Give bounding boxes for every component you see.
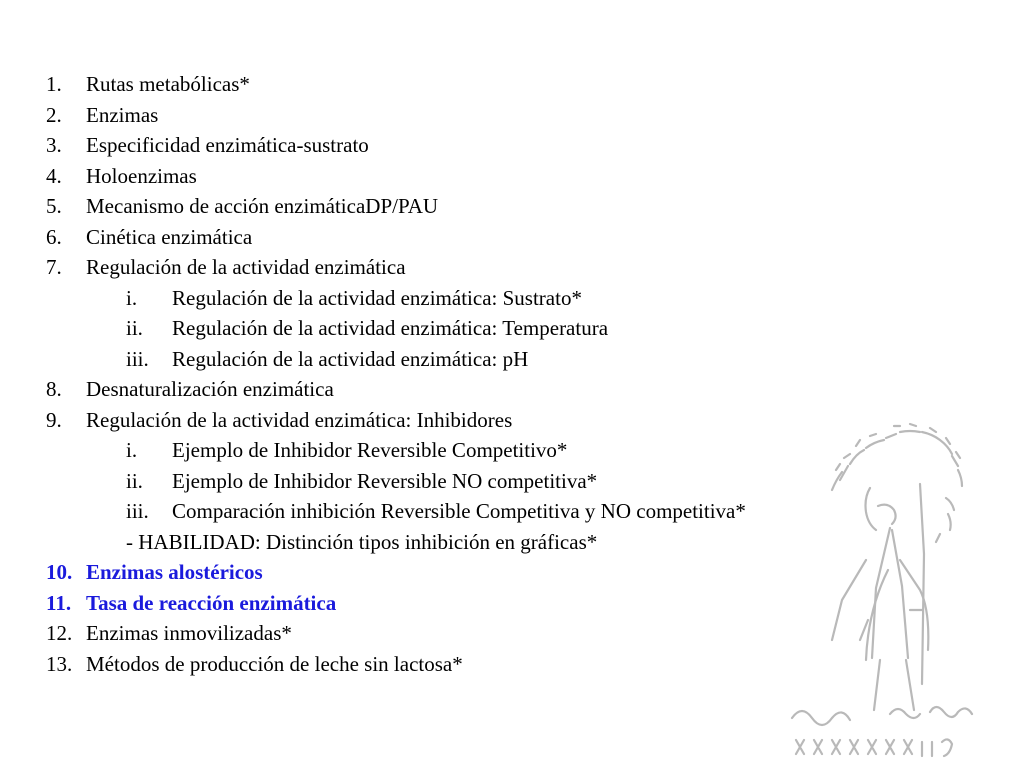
list-item-highlighted	[46, 557, 946, 588]
item-text: Enzimas alostéricos	[86, 560, 263, 584]
list-item	[46, 618, 946, 649]
item-text: Regulación de la actividad enzimática: Temperatura	[172, 316, 609, 340]
list-item	[46, 405, 946, 436]
item-number: i.	[126, 285, 138, 310]
item-number: 2.	[46, 102, 62, 127]
list-item	[46, 69, 946, 100]
list-item	[46, 100, 946, 131]
sub-list-item	[46, 496, 946, 527]
item-text: Holoenzimas	[86, 163, 197, 188]
list-item	[46, 649, 946, 680]
item-text: Enzimas inmovilizadas*	[86, 621, 292, 645]
item-number: i.	[126, 438, 138, 462]
list-item	[46, 374, 946, 405]
item-number: 4.	[46, 163, 62, 188]
item-number: 10.	[46, 560, 73, 584]
item-number: iii.	[126, 499, 149, 523]
item-text: Comparación inhibición Reversible Competitiva y NO competitiva*	[172, 499, 746, 523]
item-number: 9.	[46, 407, 62, 432]
item-number: iii.	[126, 346, 149, 371]
skill-note	[46, 527, 946, 558]
item-number: 5.	[46, 194, 62, 218]
sub-list-item	[46, 435, 946, 466]
list-item	[46, 191, 946, 222]
item-number: 1.	[46, 72, 62, 96]
item-text: Tasa de reacción enzimática	[86, 590, 337, 615]
item-text: Cinética enzimática	[86, 224, 253, 249]
item-text: Ejemplo de Inhibidor Reversible NO competitiva*	[172, 468, 598, 493]
item-text: - HABILIDAD: Distinción tipos inhibición en gráficas*	[126, 529, 598, 554]
item-number: 7.	[46, 255, 62, 279]
sub-list-item	[46, 344, 946, 375]
sub-list-item	[46, 313, 946, 344]
item-number: ii.	[126, 316, 143, 340]
item-number: 11.	[46, 590, 72, 615]
list-item-highlighted	[46, 588, 946, 619]
item-text: Regulación de la actividad enzimática: Inhibidores	[86, 407, 513, 432]
item-text: Regulación de la actividad enzimática: pH	[172, 346, 529, 371]
item-text: Enzimas	[86, 102, 159, 127]
item-number: 12.	[46, 621, 73, 645]
item-text: Rutas metabólicas*	[86, 72, 250, 96]
list-item	[46, 161, 946, 192]
item-text: Regulación de la actividad enzimática	[86, 255, 406, 279]
item-number: 6.	[46, 224, 62, 249]
item-text: Desnaturalización enzimática	[86, 377, 334, 401]
item-text: Regulación de la actividad enzimática: Sustrato*	[172, 285, 582, 310]
item-number: 13.	[46, 651, 73, 676]
list-item	[46, 252, 946, 283]
item-text: Ejemplo de Inhibidor Reversible Competitivo*	[172, 438, 568, 462]
item-number: 3.	[46, 133, 62, 157]
list-item	[46, 130, 946, 161]
topic-list	[46, 69, 946, 679]
item-text: Mecanismo de acción enzimáticaDP/PAU	[86, 194, 439, 218]
item-number: ii.	[126, 468, 143, 493]
sub-list-item	[46, 466, 946, 497]
list-item	[46, 222, 946, 253]
item-number: 8.	[46, 377, 62, 401]
item-text: Especificidad enzimática-sustrato	[86, 133, 369, 157]
item-text: Métodos de producción de leche sin lactosa*	[86, 651, 463, 676]
sub-list-item	[46, 283, 946, 314]
